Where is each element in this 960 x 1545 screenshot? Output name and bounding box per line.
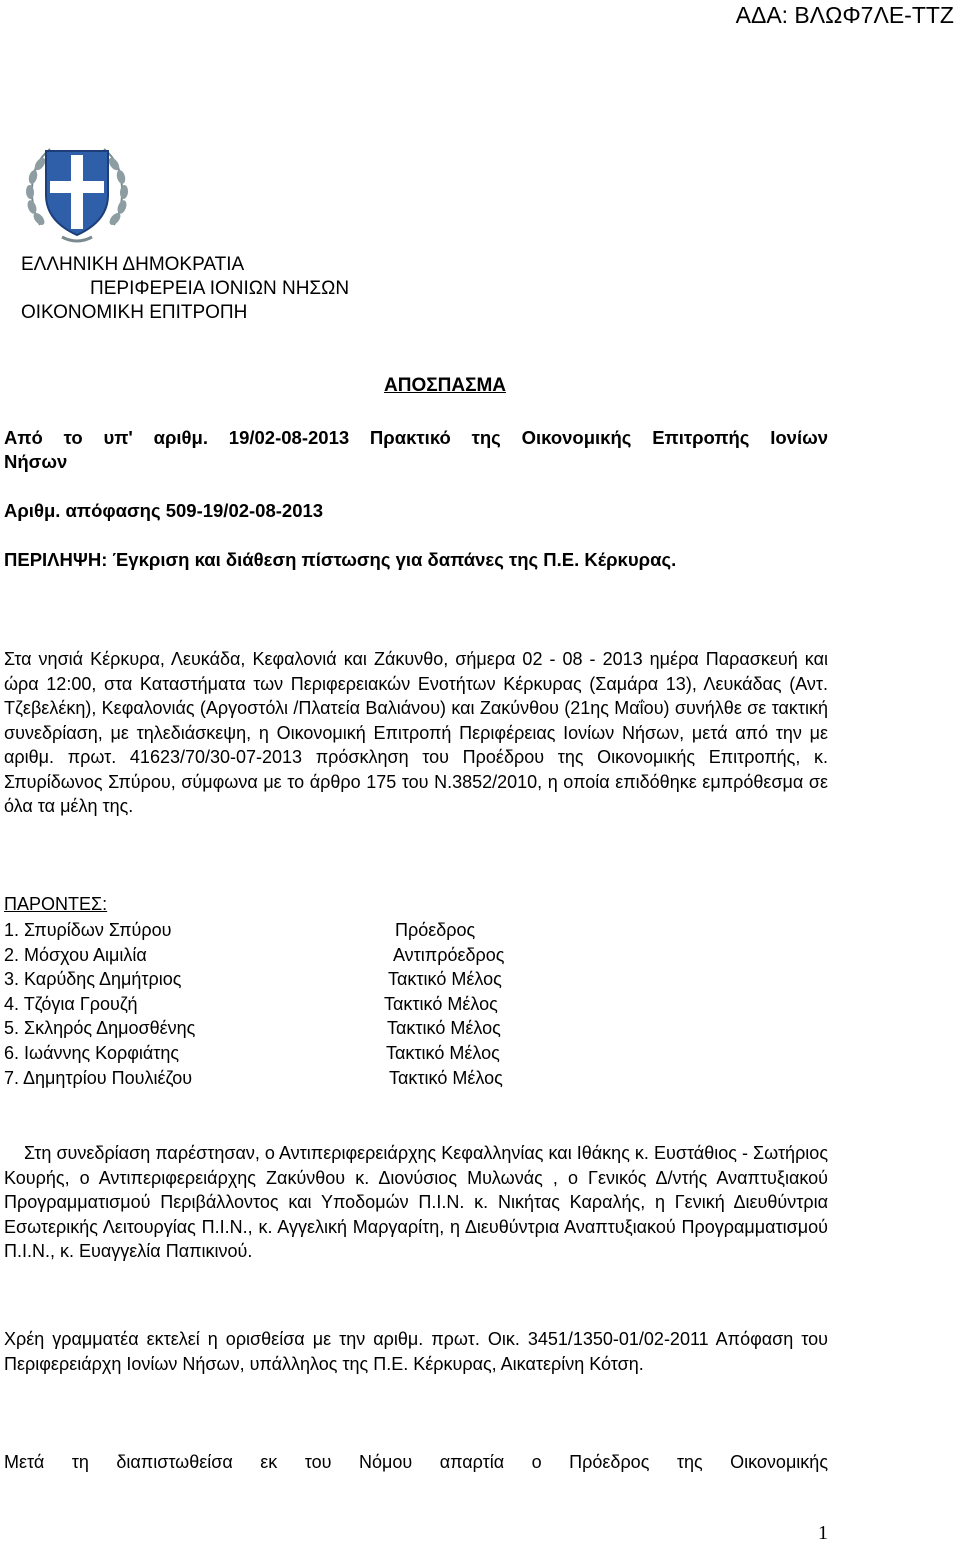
member-name: 1. Σπυρίδων Σπύρου: [4, 920, 172, 940]
closing-line: Μετά τη διαπιστωθείσα εκ του Νόμου απαρτία ο Πρόεδρος της Οικονομικής: [4, 1452, 828, 1472]
document-title: ΑΠΟΣΠΑΣΜΑ: [384, 375, 507, 396]
member-role: Τακτικό Μέλος: [389, 1068, 503, 1088]
member-role: Τακτικό Μέλος: [387, 1018, 501, 1038]
member-name: 7. Δημητρίου Πουλιέζου: [4, 1068, 193, 1088]
greek-coat-of-arms-icon: [22, 137, 132, 247]
intro-paragraph: Στα νησιά Κέρκυρα, Λευκάδα, Κεφαλονιά και Ζάκυνθο, σήμερα 02 - 08 - 2013 ημέρα Παρασκευή και ώρα 12:00, στα Καταστήματα των Περιφερειακών Ενοτήτων Κέρκυρας (Σαμάρα 13), Λευκάδας (Αντ. Τζεβελέκη), Κεφαλονιάς (Αργοστόλι /Πλατεία Βαλιάνου) και Ζακύνθου (21ης Μαΐου) συνήλθε σε τακτική συνεδρίαση, με τηλεδιάσκεψη, η Οικονομική Επιτροπή Περιφέρειας Ιονίων Νήσων, μετά από την με αριθμ. πρωτ. 41623/70/30-07-2013 πρόσκληση του Προέδρου της Οικονομικής Επιτροπής, κ. Σπυρίδωνος Σπύρου, σύμφωνα με το άρθρο 175 του Ν.3852/2010, η οποία επιδόθηκε εμπρόθεσμα σε όλα τα μέλη της.: [4, 649, 828, 816]
present-label: ΠΑΡΟΝΤΕΣ:: [4, 894, 108, 914]
ada-code: ΑΔΑ: ΒΛΩΦ7ΛΕ-ΤΤΖ: [735, 2, 954, 28]
decision-number: Αριθμ. απόφασης 509-19/02-08-2013: [4, 500, 324, 521]
record-reference-line2: Νήσων: [4, 451, 68, 472]
member-name: 2. Μόσχου Αιμιλία: [4, 945, 147, 965]
record-reference-line: Από το υπ' αριθμ. 19/02-08-2013 Πρακτικό της Οικονομικής Επιτροπής Ιονίων: [4, 427, 828, 448]
header-region: ΠΕΡΙΦΕΡΕΙΑ ΙΟΝΙΩΝ ΝΗΣΩΝ: [90, 278, 350, 299]
member-role: Τακτικό Μέλος: [388, 969, 502, 989]
header-country: ΕΛΛΗΝΙΚΗ ΔΗΜΟΚΡΑΤΙΑ: [21, 254, 245, 275]
member-name: 3. Καρύδης Δημήτριος: [4, 969, 182, 989]
header-committee: ΟΙΚΟΝΟΜΙΚΗ ΕΠΙΤΡΟΠΗ: [21, 302, 248, 323]
member-role: Αντιπρόεδρος: [393, 945, 505, 965]
member-role: Πρόεδρος: [395, 920, 476, 940]
member-role: Τακτικό Μέλος: [384, 994, 498, 1014]
member-role: Τακτικό Μέλος: [386, 1043, 500, 1063]
member-name: 5. Σκληρός Δημοσθένης: [4, 1018, 196, 1038]
secretary-paragraph: Χρέη γραμματέα εκτελεί η ορισθείσα με την αριθμ. πρωτ. Οικ. 3451/1350-01/02-2011 Απόφαση του Περιφερειάρχη Ιονίων Νήσων, υπάλληλος της Π.Ε. Κέρκυρας, Αικατερίνη Κότση.: [4, 1329, 828, 1374]
member-name: 4. Τζόγια Γρουζή: [4, 994, 138, 1014]
member-name: 6. Ιωάννης Κορφιάτης: [4, 1043, 180, 1063]
page-number: 1: [818, 1522, 828, 1544]
attendees-paragraph: Στη συνεδρίαση παρέστησαν, ο Αντιπεριφερειάρχης Κεφαλληνίας και Ιθάκης κ. Ευστάθιος - Σωτήριος Κουρής, ο Αντιπεριφερειάρχης Ζακύνθου κ. Διονύσιος Μυλωνάς , ο Γενικός Δ/ντής Αναπτυξιακού Προγραμματισμού Περιβάλλοντος και Υποδομών Π.Ι.Ν. κ. Νικήτας Καραλής, η Γενική Διευθύντρια Εσωτερικής Λειτουργίας Π.Ι.Ν., κ. Αγγελική Μαργαρίτη, η Διευθύντρια Αναπτυξιακού Προγραμματισμού Π.Ι.Ν., κ. Ευαγγελία Παπικινού.: [4, 1143, 828, 1261]
summary: ΠΕΡΙΛΗΨΗ: Έγκριση και διάθεση πίστωσης για δαπάνες της Π.Ε. Κέρκυρας.: [4, 549, 677, 570]
